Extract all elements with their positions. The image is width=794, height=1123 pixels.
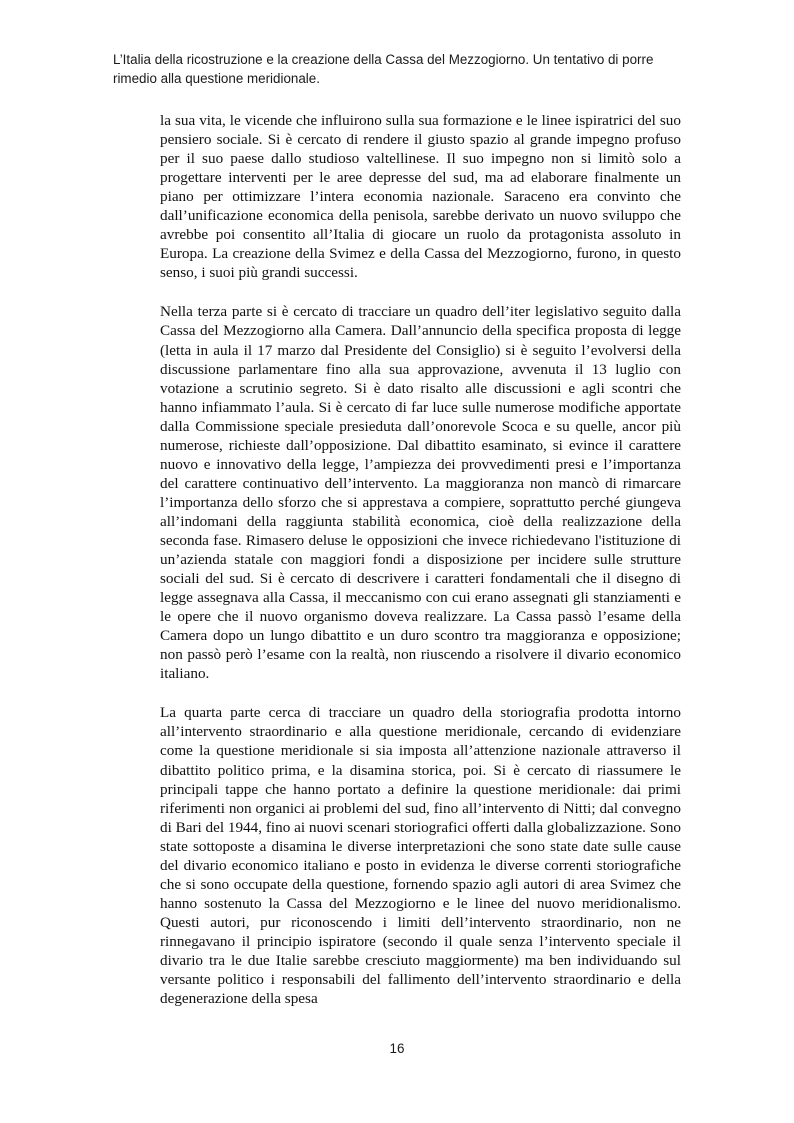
paragraph-saraceno: la sua vita, le vicende che influirono sulla sua formazione e le linee ispiratrici del suo pensiero sociale. Si è cercato di rendere il giusto spazio al grande impegno profuso per il suo paese dallo studioso valtellinese. Il suo impegno non si limitò solo a progettare interventi per le aree depresse del sud, ma ad elaborare finalmente un piano per ottimizzare l’intera economia nazionale. Saraceno era convinto che dall’unificazione economica della penisola, sarebbe derivato un nuovo sviluppo che avrebbe poi consentito all’Italia di giocare un ruolo da protagonista assoluto in Europa. La creazione della Svimez e della Cassa del Mezzogiorno, furono, in questo senso, i suoi più grandi successi.: [160, 112, 681, 282]
paragraph-fourth-part: La quarta parte cerca di tracciare un quadro della storiografia prodotta intorno all’intervento straordinario e alla questione meridionale, cercando di evidenziare come la questione meridionale si sia imposta all’attenzione nazionale attraverso il dibattito politico prima, e la disamina storica, poi. Si è cercato di riassumere le principali tappe che hanno portato a definire la questione meridionale: dai primi riferimenti non organici ai problemi del sud, fino all’intervento di Nitti; dal convegno di Bari del 1944, fino ai nuovi scenari storiografici offerti dalla globalizzazione. Sono state sottoposte a disamina le diverse interpretazioni che sono state date sulle cause del divario economico italiano e posto in evidenza le diverse correnti storiografiche che si sono occupate della questione, fornendo spazio agli autori di area Svimez che hanno sostenuto la Cassa del Mezzogiorno e le linee del nuovo meridionalismo. Questi autori, pur riconoscendo i limiti dell’intervento straordinario, non ne rinnegavano il principio ispiratore (secondo il quale senza l’intervento speciale il divario tra le due Italie sarebbe cresciuto maggiormente) ma ben individuando sul versante politico i responsabili del fallimento dell’intervento straordinario e della degenerazione della spesa: [160, 704, 682, 1008]
body-text: [160, 111, 681, 1008]
paragraph-third-part: Nella terza parte si è cercato di tracciare un quadro dell’iter legislativo seguito dalla Cassa del Mezzogiorno alla Camera. Dall’annuncio della specifica proposta di legge (letta in aula il 17 marzo dal Presidente del Consiglio) si è seguito l’evolversi della discussione parlamentare fino alla sua approvazione, avvenuta il 13 luglio con votazione a scrutinio segreto. Si è dato risalto alle discussioni e agli scontri che hanno infiammato l’aula. Si è cercato di far luce sulle numerose modifiche apportate dalla Commissione speciale presieduta dall’onorevole Scoca e su quelle, ancor più numerose, richieste dall’opposizione. Dal dibattito esaminato, si evince il carattere nuovo e innovativo della legge, l’ampiezza dei provvedimenti presi e l’importanza del carattere continuativo dell’intervento. La maggioranza non mancò di rimarcare l’importanza dello sforzo che si apprestava a compiere, soprattutto perché giungeva all’indomani della raggiunta stabilità economica, cioè della realizzazione della seconda fase. Rimasero deluse le opposizioni che invece richiedevano l'istituzione di un’azienda statale con maggiori fondi a disposizione per incidere sulle strutture sociali del sud. Si è cercato di descrivere i caratteri fondamentali che il disegno di legge assegnava alla Cassa, il meccanismo con cui erano assegnati gli stanziamenti e le opere che il nuovo organismo doveva realizzare. La Cassa passò l’esame della Camera dopo un lungo dibattito e un duro scontro tra maggioranza e opposizione; non passò però l’esame con la realtà, non riuscendo a risolvere il divario economico italiano.: [160, 303, 681, 683]
running-header: L’Italia della ricostruzione e la creazione della Cassa del Mezzogiorno. Un tentativo di porre rimedio alla questione meridionale.: [113, 52, 654, 86]
page-number: 16: [389, 1041, 405, 1056]
